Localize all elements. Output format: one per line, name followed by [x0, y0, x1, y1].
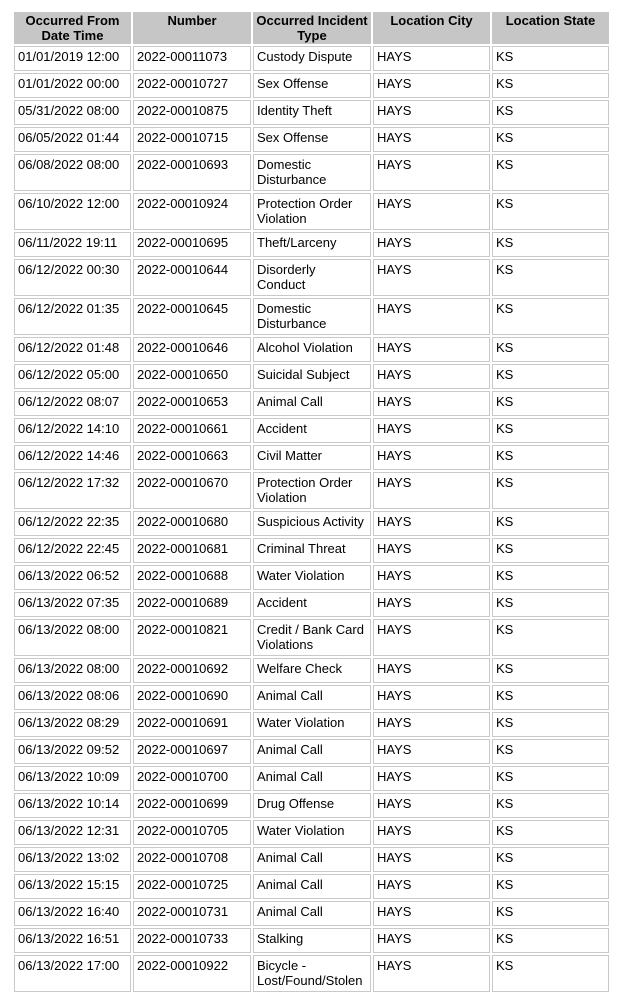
table-row — [14, 511, 609, 536]
table-row — [14, 259, 609, 296]
cell-occurred-from: 06/13/2022 16:51 — [14, 928, 131, 953]
cell-location-city: HAYS — [373, 364, 490, 389]
cell-number: 2022-00010708 — [133, 847, 251, 872]
table-row — [14, 391, 609, 416]
cell-incident-type: Disorderly Conduct — [253, 259, 371, 296]
cell-incident-type: Animal Call — [253, 685, 371, 710]
cell-occurred-from: 05/31/2022 08:00 — [14, 100, 131, 125]
cell-location-city: HAYS — [373, 619, 490, 656]
table-row — [14, 232, 609, 257]
table-row — [14, 592, 609, 617]
cell-location-state: KS — [492, 928, 609, 953]
incident-report — [12, 10, 611, 994]
table-row — [14, 619, 609, 656]
cell-occurred-from: 06/08/2022 08:00 — [14, 154, 131, 191]
cell-number: 2022-00010692 — [133, 658, 251, 683]
cell-incident-type: Identity Theft — [253, 100, 371, 125]
cell-incident-type: Suicidal Subject — [253, 364, 371, 389]
cell-number: 2022-00010691 — [133, 712, 251, 737]
cell-occurred-from: 06/12/2022 08:07 — [14, 391, 131, 416]
cell-incident-type: Protection Order Violation — [253, 193, 371, 230]
cell-occurred-from: 06/12/2022 05:00 — [14, 364, 131, 389]
cell-location-city: HAYS — [373, 565, 490, 590]
cell-incident-type: Protection Order Violation — [253, 472, 371, 509]
cell-location-state: KS — [492, 592, 609, 617]
table-row — [14, 766, 609, 791]
cell-incident-type: Animal Call — [253, 901, 371, 926]
cell-location-city: HAYS — [373, 445, 490, 470]
cell-number: 2022-00010663 — [133, 445, 251, 470]
cell-incident-type: Water Violation — [253, 820, 371, 845]
cell-location-state: KS — [492, 337, 609, 362]
cell-number: 2022-00010670 — [133, 472, 251, 509]
cell-incident-type: Alcohol Violation — [253, 337, 371, 362]
cell-number: 2022-00010680 — [133, 511, 251, 536]
cell-incident-type: Accident — [253, 418, 371, 443]
cell-location-state: KS — [492, 619, 609, 656]
cell-location-city: HAYS — [373, 193, 490, 230]
cell-location-city: HAYS — [373, 472, 490, 509]
cell-incident-type: Welfare Check — [253, 658, 371, 683]
cell-number: 2022-00010681 — [133, 538, 251, 563]
cell-incident-type: Accident — [253, 592, 371, 617]
cell-number: 2022-00010650 — [133, 364, 251, 389]
cell-location-state: KS — [492, 472, 609, 509]
cell-number: 2022-00010653 — [133, 391, 251, 416]
cell-occurred-from: 06/12/2022 22:35 — [14, 511, 131, 536]
cell-number: 2022-00010924 — [133, 193, 251, 230]
table-row — [14, 955, 609, 992]
cell-occurred-from: 06/10/2022 12:00 — [14, 193, 131, 230]
cell-occurred-from: 01/01/2019 12:00 — [14, 46, 131, 71]
cell-occurred-from: 01/01/2022 00:00 — [14, 73, 131, 98]
cell-number: 2022-00010727 — [133, 73, 251, 98]
cell-number: 2022-00010689 — [133, 592, 251, 617]
cell-incident-type: Stalking — [253, 928, 371, 953]
cell-number: 2022-00010715 — [133, 127, 251, 152]
cell-number: 2022-00010690 — [133, 685, 251, 710]
cell-incident-type: Sex Offense — [253, 127, 371, 152]
cell-location-city: HAYS — [373, 100, 490, 125]
cell-location-state: KS — [492, 46, 609, 71]
table-body — [14, 46, 609, 992]
cell-location-city: HAYS — [373, 592, 490, 617]
cell-location-state: KS — [492, 901, 609, 926]
cell-location-state: KS — [492, 259, 609, 296]
cell-location-state: KS — [492, 874, 609, 899]
cell-location-state: KS — [492, 565, 609, 590]
cell-location-city: HAYS — [373, 874, 490, 899]
cell-location-city: HAYS — [373, 712, 490, 737]
cell-location-city: HAYS — [373, 658, 490, 683]
cell-occurred-from: 06/12/2022 00:30 — [14, 259, 131, 296]
cell-incident-type: Theft/Larceny — [253, 232, 371, 257]
table-row — [14, 445, 609, 470]
cell-number: 2022-00010733 — [133, 928, 251, 953]
cell-location-city: HAYS — [373, 820, 490, 845]
cell-occurred-from: 06/12/2022 17:32 — [14, 472, 131, 509]
cell-location-state: KS — [492, 193, 609, 230]
table-row — [14, 685, 609, 710]
cell-location-state: KS — [492, 538, 609, 563]
cell-incident-type: Civil Matter — [253, 445, 371, 470]
cell-occurred-from: 06/13/2022 10:14 — [14, 793, 131, 818]
cell-location-state: KS — [492, 364, 609, 389]
cell-location-state: KS — [492, 847, 609, 872]
table-row — [14, 100, 609, 125]
cell-location-city: HAYS — [373, 46, 490, 71]
table-row — [14, 418, 609, 443]
header-location-state: Location State — [492, 12, 609, 44]
cell-location-city: HAYS — [373, 298, 490, 335]
cell-occurred-from: 06/13/2022 08:29 — [14, 712, 131, 737]
cell-occurred-from: 06/11/2022 19:11 — [14, 232, 131, 257]
cell-number: 2022-00010700 — [133, 766, 251, 791]
cell-location-state: KS — [492, 685, 609, 710]
cell-occurred-from: 06/13/2022 13:02 — [14, 847, 131, 872]
cell-location-city: HAYS — [373, 337, 490, 362]
cell-incident-type: Animal Call — [253, 847, 371, 872]
cell-occurred-from: 06/13/2022 08:00 — [14, 619, 131, 656]
cell-occurred-from: 06/12/2022 01:48 — [14, 337, 131, 362]
table-row — [14, 901, 609, 926]
cell-number: 2022-00010645 — [133, 298, 251, 335]
cell-location-city: HAYS — [373, 73, 490, 98]
cell-location-city: HAYS — [373, 739, 490, 764]
cell-number: 2022-00010821 — [133, 619, 251, 656]
cell-location-city: HAYS — [373, 391, 490, 416]
cell-number: 2022-00011073 — [133, 46, 251, 71]
cell-location-state: KS — [492, 766, 609, 791]
cell-location-city: HAYS — [373, 793, 490, 818]
cell-number: 2022-00010922 — [133, 955, 251, 992]
cell-incident-type: Credit / Bank Card Violations — [253, 619, 371, 656]
cell-location-state: KS — [492, 739, 609, 764]
cell-location-state: KS — [492, 298, 609, 335]
header-occurred-from: Occurred From Date Time — [14, 12, 131, 44]
cell-location-state: KS — [492, 658, 609, 683]
incident-table — [12, 10, 611, 994]
cell-number: 2022-00010725 — [133, 874, 251, 899]
table-row — [14, 793, 609, 818]
cell-location-state: KS — [492, 127, 609, 152]
cell-location-city: HAYS — [373, 418, 490, 443]
table-row — [14, 565, 609, 590]
cell-number: 2022-00010875 — [133, 100, 251, 125]
cell-occurred-from: 06/13/2022 08:00 — [14, 658, 131, 683]
table-row — [14, 847, 609, 872]
cell-occurred-from: 06/13/2022 16:40 — [14, 901, 131, 926]
table-row — [14, 658, 609, 683]
cell-occurred-from: 06/13/2022 15:15 — [14, 874, 131, 899]
cell-occurred-from: 06/13/2022 08:06 — [14, 685, 131, 710]
cell-number: 2022-00010688 — [133, 565, 251, 590]
cell-number: 2022-00010646 — [133, 337, 251, 362]
cell-incident-type: Animal Call — [253, 874, 371, 899]
cell-occurred-from: 06/12/2022 14:10 — [14, 418, 131, 443]
cell-location-city: HAYS — [373, 154, 490, 191]
table-header — [14, 12, 609, 44]
table-row — [14, 874, 609, 899]
cell-number: 2022-00010644 — [133, 259, 251, 296]
table-row — [14, 337, 609, 362]
cell-occurred-from: 06/13/2022 17:00 — [14, 955, 131, 992]
cell-incident-type: Custody Dispute — [253, 46, 371, 71]
cell-number: 2022-00010699 — [133, 793, 251, 818]
table-row — [14, 364, 609, 389]
cell-incident-type: Drug Offense — [253, 793, 371, 818]
cell-location-state: KS — [492, 511, 609, 536]
cell-occurred-from: 06/13/2022 12:31 — [14, 820, 131, 845]
cell-location-state: KS — [492, 445, 609, 470]
cell-number: 2022-00010661 — [133, 418, 251, 443]
cell-incident-type: Criminal Threat — [253, 538, 371, 563]
cell-incident-type: Sex Offense — [253, 73, 371, 98]
cell-incident-type: Animal Call — [253, 739, 371, 764]
cell-location-state: KS — [492, 391, 609, 416]
cell-location-city: HAYS — [373, 847, 490, 872]
cell-incident-type: Domestic Disturbance — [253, 298, 371, 335]
cell-incident-type: Animal Call — [253, 766, 371, 791]
table-row — [14, 298, 609, 335]
cell-location-city: HAYS — [373, 232, 490, 257]
cell-number: 2022-00010693 — [133, 154, 251, 191]
cell-location-state: KS — [492, 154, 609, 191]
cell-location-state: KS — [492, 418, 609, 443]
table-row — [14, 472, 609, 509]
cell-location-city: HAYS — [373, 928, 490, 953]
table-row — [14, 739, 609, 764]
table-row — [14, 46, 609, 71]
cell-occurred-from: 06/13/2022 06:52 — [14, 565, 131, 590]
cell-occurred-from: 06/12/2022 14:46 — [14, 445, 131, 470]
cell-number: 2022-00010695 — [133, 232, 251, 257]
cell-location-state: KS — [492, 232, 609, 257]
cell-location-state: KS — [492, 793, 609, 818]
header-incident-type: Occurred Incident Type — [253, 12, 371, 44]
cell-location-city: HAYS — [373, 955, 490, 992]
table-row — [14, 127, 609, 152]
cell-location-state: KS — [492, 712, 609, 737]
cell-occurred-from: 06/12/2022 22:45 — [14, 538, 131, 563]
table-row — [14, 538, 609, 563]
cell-occurred-from: 06/13/2022 07:35 — [14, 592, 131, 617]
cell-location-city: HAYS — [373, 127, 490, 152]
table-row — [14, 154, 609, 191]
cell-location-city: HAYS — [373, 511, 490, 536]
cell-incident-type: Suspicious Activity — [253, 511, 371, 536]
cell-incident-type: Bicycle - Lost/Found/Stolen — [253, 955, 371, 992]
cell-incident-type: Animal Call — [253, 391, 371, 416]
table-row — [14, 193, 609, 230]
cell-location-city: HAYS — [373, 685, 490, 710]
cell-location-state: KS — [492, 820, 609, 845]
cell-location-state: KS — [492, 100, 609, 125]
table-row — [14, 712, 609, 737]
cell-number: 2022-00010697 — [133, 739, 251, 764]
cell-location-city: HAYS — [373, 766, 490, 791]
cell-incident-type: Domestic Disturbance — [253, 154, 371, 191]
cell-incident-type: Water Violation — [253, 712, 371, 737]
cell-occurred-from: 06/13/2022 09:52 — [14, 739, 131, 764]
table-row — [14, 73, 609, 98]
header-number: Number — [133, 12, 251, 44]
cell-number: 2022-00010731 — [133, 901, 251, 926]
cell-incident-type: Water Violation — [253, 565, 371, 590]
cell-occurred-from: 06/05/2022 01:44 — [14, 127, 131, 152]
cell-number: 2022-00010705 — [133, 820, 251, 845]
header-location-city: Location City — [373, 12, 490, 44]
cell-location-city: HAYS — [373, 259, 490, 296]
cell-location-city: HAYS — [373, 901, 490, 926]
cell-location-city: HAYS — [373, 538, 490, 563]
cell-location-state: KS — [492, 955, 609, 992]
cell-occurred-from: 06/12/2022 01:35 — [14, 298, 131, 335]
cell-occurred-from: 06/13/2022 10:09 — [14, 766, 131, 791]
cell-location-state: KS — [492, 73, 609, 98]
table-row — [14, 820, 609, 845]
header-row — [14, 12, 609, 44]
table-row — [14, 928, 609, 953]
